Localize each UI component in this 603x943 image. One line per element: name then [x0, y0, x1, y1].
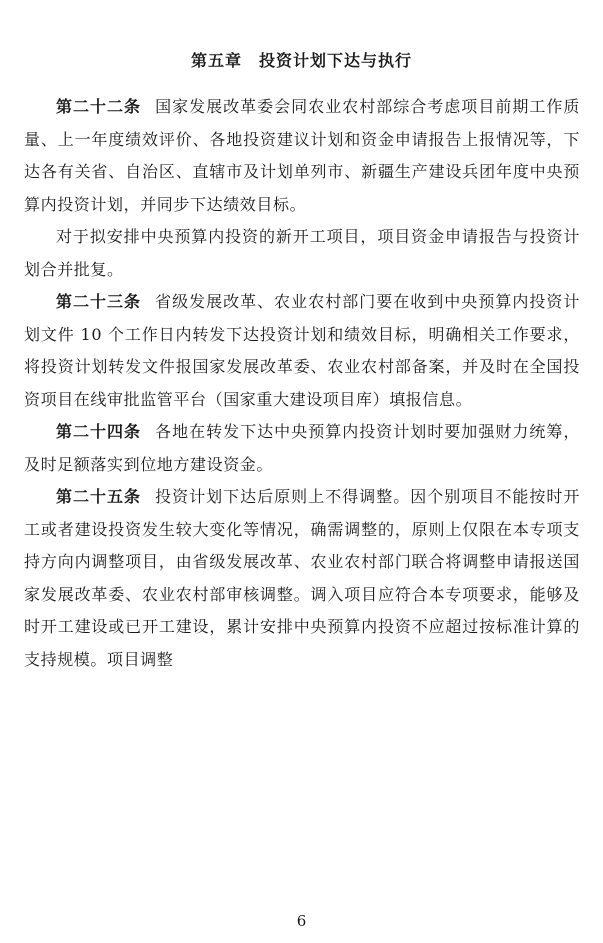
paragraph-article-24	[24, 416, 580, 481]
body-text	[24, 91, 580, 676]
article-label: 第二十五条	[56, 487, 142, 506]
page-number: 6	[296, 912, 307, 930]
article-label: 第二十二条	[56, 97, 142, 116]
paragraph-article-22	[24, 91, 580, 221]
article-text: 对于拟安排中央预算内投资的新开工项目，项目资金申请报告与投资计划合并批复。	[24, 227, 580, 279]
article-text: 国家发展改革委会同农业农村部综合考虑项目前期工作质量、上一年度绩效评价、各地投资建议计划和资金申请报告上报情况等，下达各有关省、自治区、直辖市及计划单列市、新疆生产建设兵团年度中央预算内投资计划，并同步下达绩效目标。	[24, 97, 580, 214]
article-label: 第二十四条	[56, 422, 142, 441]
article-text: 各地在转发下达中央预算内投资计划时要加强财力统筹，及时足额落实到位地方建设资金。	[24, 422, 580, 474]
article-text: 投资计划下达后原则上不得调整。因个别项目不能按时开工或者建设投资发生较大变化等情况，确需调整的，原则上仅限在本专项支持方向内调整项目，由省级发展改革、农业农村部门联合将调整申请报送国家发展改革委、农业农村部审核调整。调入项目应符合本专项要求，能够及时开工建设或已开工建设，累计安排中央预算内投资不应超过按标准计算的支持规模。项目调整	[24, 487, 580, 669]
article-text: 省级发展改革、农业农村部门要在收到中央预算内投资计划文件 10 个工作日内转发下达投资计划和绩效目标，明确相关工作要求，将投资计划转发文件报国家发展改革委、农业农村部备案，并及时在全国投资项目在线审批监管平台（国家重大建设项目库）填报信息。	[24, 292, 580, 409]
article-label: 第二十三条	[56, 292, 142, 311]
paragraph-article-22-cont	[24, 221, 580, 286]
paragraph-article-23	[24, 286, 580, 416]
paragraph-article-25	[24, 481, 580, 676]
chapter-title: 第五章 投资计划下达与执行	[190, 51, 412, 70]
